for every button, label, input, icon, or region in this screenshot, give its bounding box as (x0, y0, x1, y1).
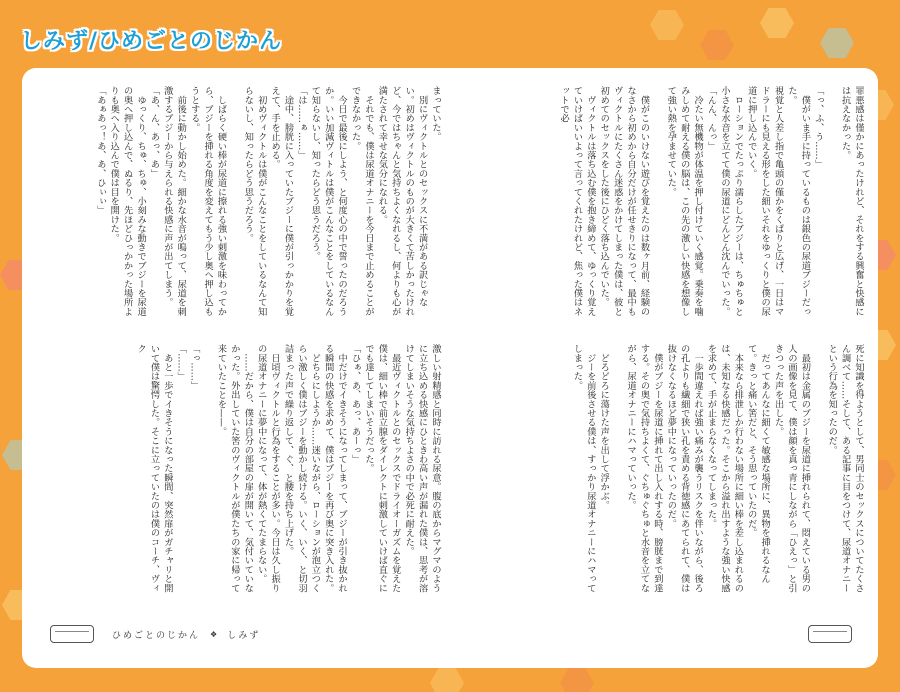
footer-author: しみず (227, 630, 261, 641)
ornament-frame-icon (50, 625, 94, 643)
left-page-bottom-text: 激しい射精感と同時に訪れる尿意。腹の底からマグマのように立ち込める快感にひときわ高い声が漏れた僕は、思考が溶けてしまいそうな気持ちよさの中で必死に耐えた。 最近ヴィクトルとのセックスでドライオーガズムを覚えた僕は、細い棒で前立腺をダイレクトに刺激していけば直ぐにでも達してしまいそうだった。 「ひぁ、あ、あっ、あーっ」 中だけでイきそうになってしまって、ブジーが引き抜かれる瞬間の快感を求めて、僕はブジーを再び奥に突き入れた。 どちらにしようか……迷いながら、ローションが泡立つくらい激しく僕はブジーを動かし続ける。いく、いく、と切羽詰まった声で繰り返して、ぐ、と腰を持ち上げた。 日頃ヴィクトルと行為をすることが多い。今日は久し振りの尿道オナニーに夢中になって、体が熱くてたまらない。 ……だから、僕は自分の部屋の扉が開いて、気付いていなかった。外出していた筈のヴィクトルが僕たちの家に帰って来ていたことを——。 「っ……」 「……」 あと一歩でイきそうになった瞬間、突然扉がガチャリと開いて僕は驚愕した。そこに立っていたのは僕のコーチ、ヴィク (135, 344, 441, 593)
left-page-top-text: まっていた。 別にヴィクトルとのセックスに不満がある訳じゃない。初めはヴィクトルのものが大きくて苦しかったけれど、今ではちゃんと気持ちよくなれるし、何よりも心が満たされて幸せな気分になれる。 それでも、僕は尿道オナニーを今日まで止めることができなかった。 今日で最後にしよう、と何度心の中で誓ったのだろうか。いい加減ヴィトルは僕がこんなことをしているなんて知らないし、知ったらどう思うだろう。 「は……ぁ……」 途中、膀胱に入っていたブジーに僕が引っかかりを覚えて、手を止める。 初めヴィクトルは僕がこんなことをしているなんて知らないし、知ったらどう思うだろう。 しばらく硬い棒が尿道に擦れる強い刺激を味わってから、ブジーを挿れる角度を変えてもう少し奥へ押し込もうとする。 前後に動かし始めた。細かな水音が鳴って、尿道を刺激するブジーから与えられる快感に声が出てしまう。 「あ、ん、あっ、あ」 ゆっくり、ちゅ、ちゅ、小刻みな動きでブジーを尿道の奥へ押し込んで、ぬるり、先ほどひっかかった場所よりも奥へ入り込んで僕は目を開けた。 「あぁあっ！あ、あ、ひぃぃ」 (94, 86, 441, 316)
footer-book-title: ひめごとのじかん (112, 630, 201, 641)
page-title: しみず/ひめごとのじかん (20, 29, 283, 54)
book-spread (22, 68, 878, 668)
right-page-bottom-text: 死に知識を得ようとして、男同士のセックスについてたくさん調べて……そして、ある記事に目をつけて、尿道オナニーという行為を知ったのだ。 最初は金属のブジーを尿道に挿れられて、悶えている男の人の画像を見て、僕は顔を真っ青にしながら「ひえっ」と引きつった声を出した。 だってあんなに細くて敏感な場所に、異物を挿れるなんて。きっと痛い筈だと、そう思っていたのだ。 本来なら排泄しか行わない場所に細い棒を差し込まれるのは、未知なる快感だった。そこから溢れ出すような強い快感を求めて、手が止まらなくなってしまった。 一歩間違えれば強い痛みが襲うリスクを伴いながら、後ろの孔よりも繊細で狭い孔を責める背徳感にあてられて、僕は抜けなくなるほど夢中になっていったのだ。 僕がブジーを尿道に挿れて出し入れする時、膀胱まで到達する。その奥で気持ちよくて、ぐちゅぐちゅと水音を立てながら、尿道オナニーにハマっていった。 どろどろに蕩けた声を出して浮かぶ。 ジーを前後させる僕は、すっかり尿道オナニーにハマってしまった。 (571, 344, 864, 593)
ornament-frame-icon (808, 625, 852, 643)
right-page (477, 86, 865, 596)
footer-separator: ❖ (210, 629, 218, 639)
right-page-top-text: 罪悪感は僅かにあったけれど、それをする興奮と快感には抗えなかった。 「っ、ふ、う……」 僕がいま手に持っているものは銀色の尿道ブジーだった。 視覚と人差し指で亀頭の僅かをくぱりと広げ、一日はマドラーにも見える形をした細いそれをゆっくりと僕の尿道に押し込んでいく。 ローションでたっぷり濡らしたブジーは、ちゅちゅと小さな水音を立てて僕の尿道にどんどん沈んでいった。 「んん、んっ」 冷たい無機物が体温を押し付けていく感覚。乗奏を噛みしめて耐える僕の脳は、この先の激しい快感を想像して強い熱を孕ませていた。 僕がこのいけない遊びを覚えたのは数ヶ月前、経験のなさから初めから自分だけが任せきりになって、最中もヴィクトルにたくさん迷惑をかけてしまった僕は、彼と初めてのセックスをした後にひどく落ち込んでいた。 ヴィクトルは落ち込む僕を抱き締めて、ゆっくり覚えていけばいいよって言ってくれたけれど、焦った僕はネットで必 (558, 86, 864, 316)
page-footer-right (808, 624, 858, 644)
left-page (62, 86, 442, 596)
page-footer-left (50, 624, 450, 644)
